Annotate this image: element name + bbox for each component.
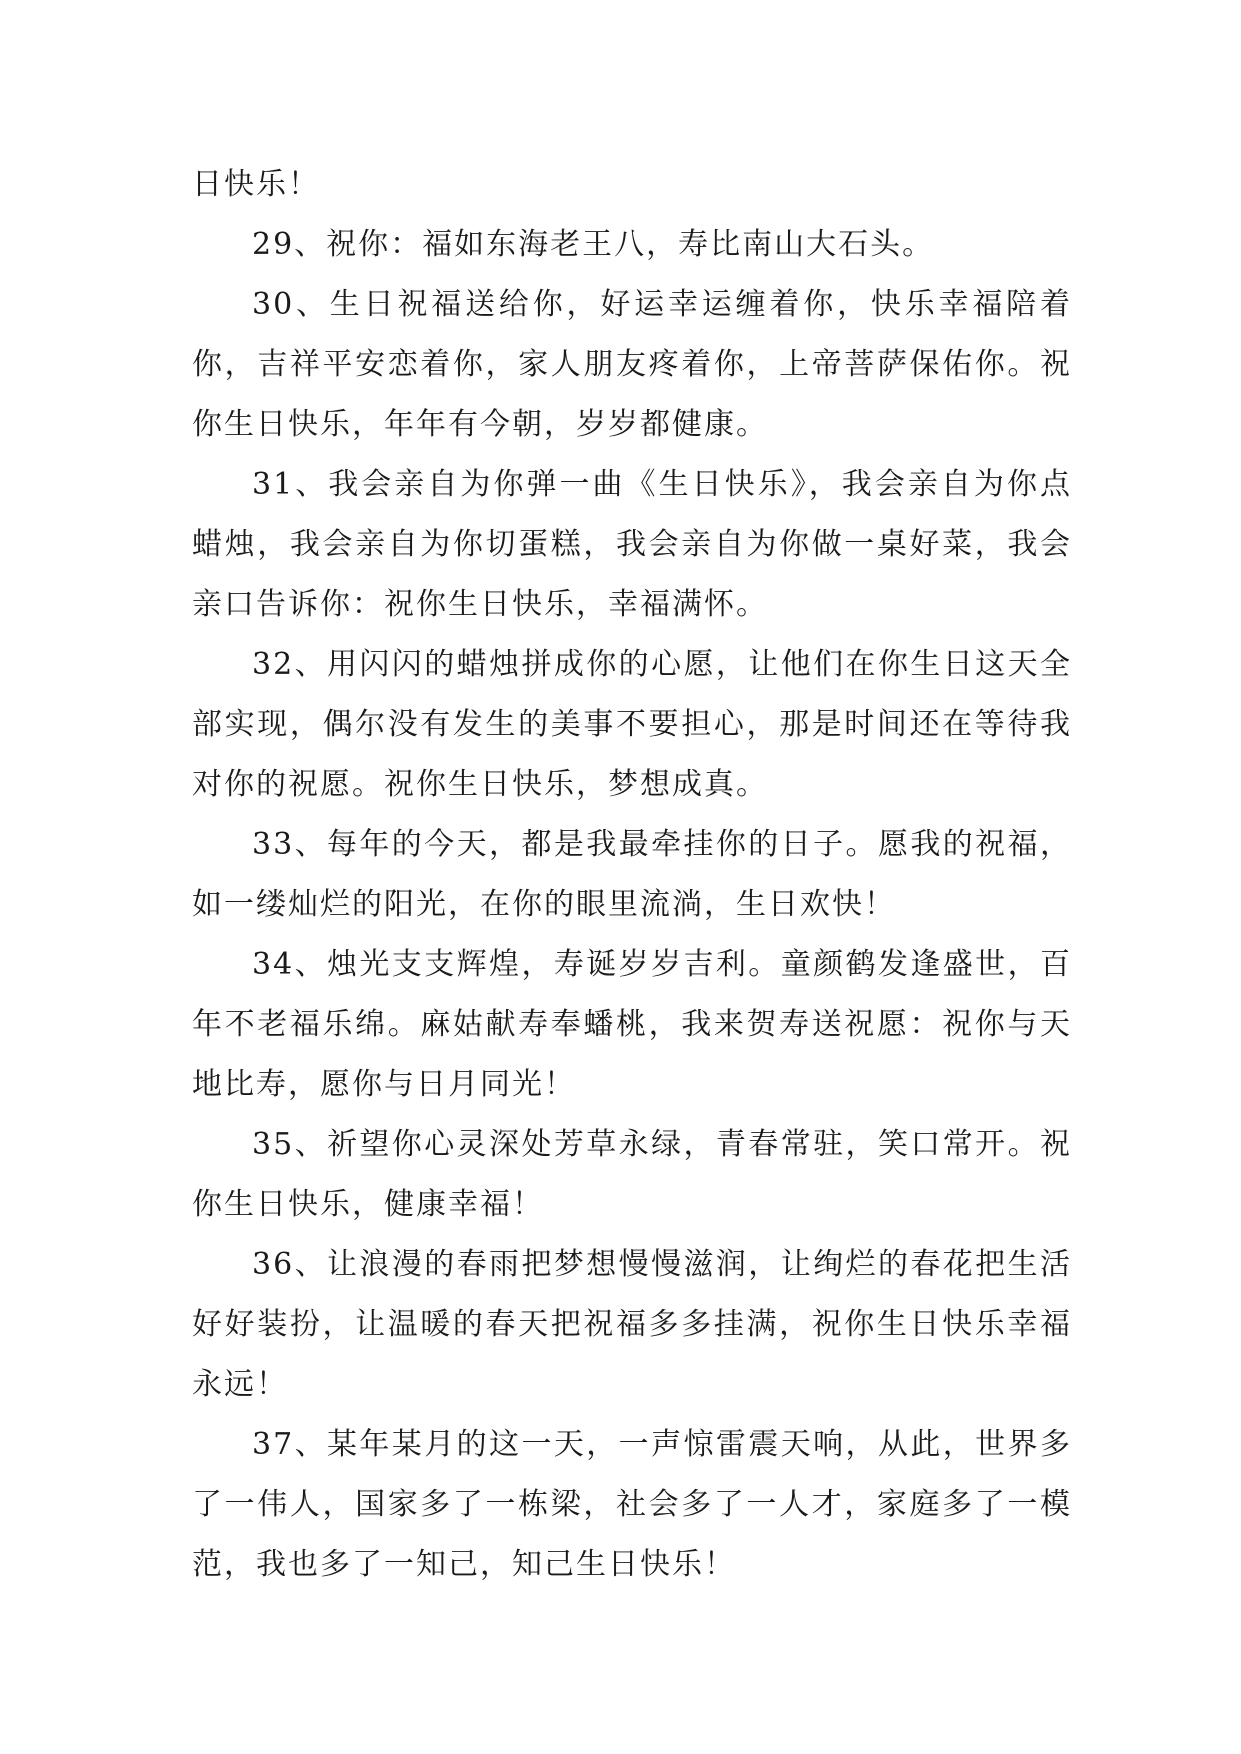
paragraph-34: 34、烛光支支辉煌，寿诞岁岁吉利。童颜鹤发逢盛世，百年不老福乐绵。麻姑献寿奉蟠桃，我来贺寿送祝愿：祝你与天地比寿，愿你与日月同光！ bbox=[192, 947, 1072, 1102]
paragraph-32: 32、用闪闪的蜡烛拼成你的心愿，让他们在你生日这天全部实现，偶尔没有发生的美事不要担心，那是时间还在等待我对你的祝愿。祝你生日快乐，梦想成真。 bbox=[192, 647, 1072, 802]
paragraph-29: 29、祝你：福如东海老王八，寿比南山大石头。 bbox=[252, 227, 935, 262]
paragraph-37: 37、某年某月的这一天，一声惊雷震天响，从此，世界多了一伟人，国家多了一栋梁，社会多了一人才，家庭多了一模范，我也多了一知己，知己生日快乐！ bbox=[192, 1427, 1072, 1582]
paragraph-31: 31、我会亲自为你弹一曲《生日快乐》，我会亲自为你点蜡烛，我会亲自为你切蛋糕，我会亲自为你做一桌好菜，我会亲口告诉你：祝你生日快乐，幸福满怀。 bbox=[192, 467, 1072, 622]
paragraph-continuation: 日快乐！ bbox=[192, 167, 320, 202]
paragraph-33: 33、每年的今天，都是我最牵挂你的日子。愿我的祝福，如一缕灿烂的阳光，在你的眼里流淌，生日欢快！ bbox=[192, 827, 1072, 922]
paragraph-30: 30、生日祝福送给你，好运幸运缠着你，快乐幸福陪着你，吉祥平安恋着你，家人朋友疼着你，上帝菩萨保佑你。祝你生日快乐，年年有今朝，岁岁都健康。 bbox=[192, 287, 1072, 442]
paragraph-36: 36、让浪漫的春雨把梦想慢慢滋润，让绚烂的春花把生活好好装扮，让温暖的春天把祝福多多挂满，祝你生日快乐幸福永远！ bbox=[192, 1247, 1072, 1402]
body-text bbox=[192, 155, 1072, 1595]
paragraph-35: 35、祈望你心灵深处芳草永绿，青春常驻，笑口常开。祝你生日快乐，健康幸福！ bbox=[192, 1127, 1072, 1222]
